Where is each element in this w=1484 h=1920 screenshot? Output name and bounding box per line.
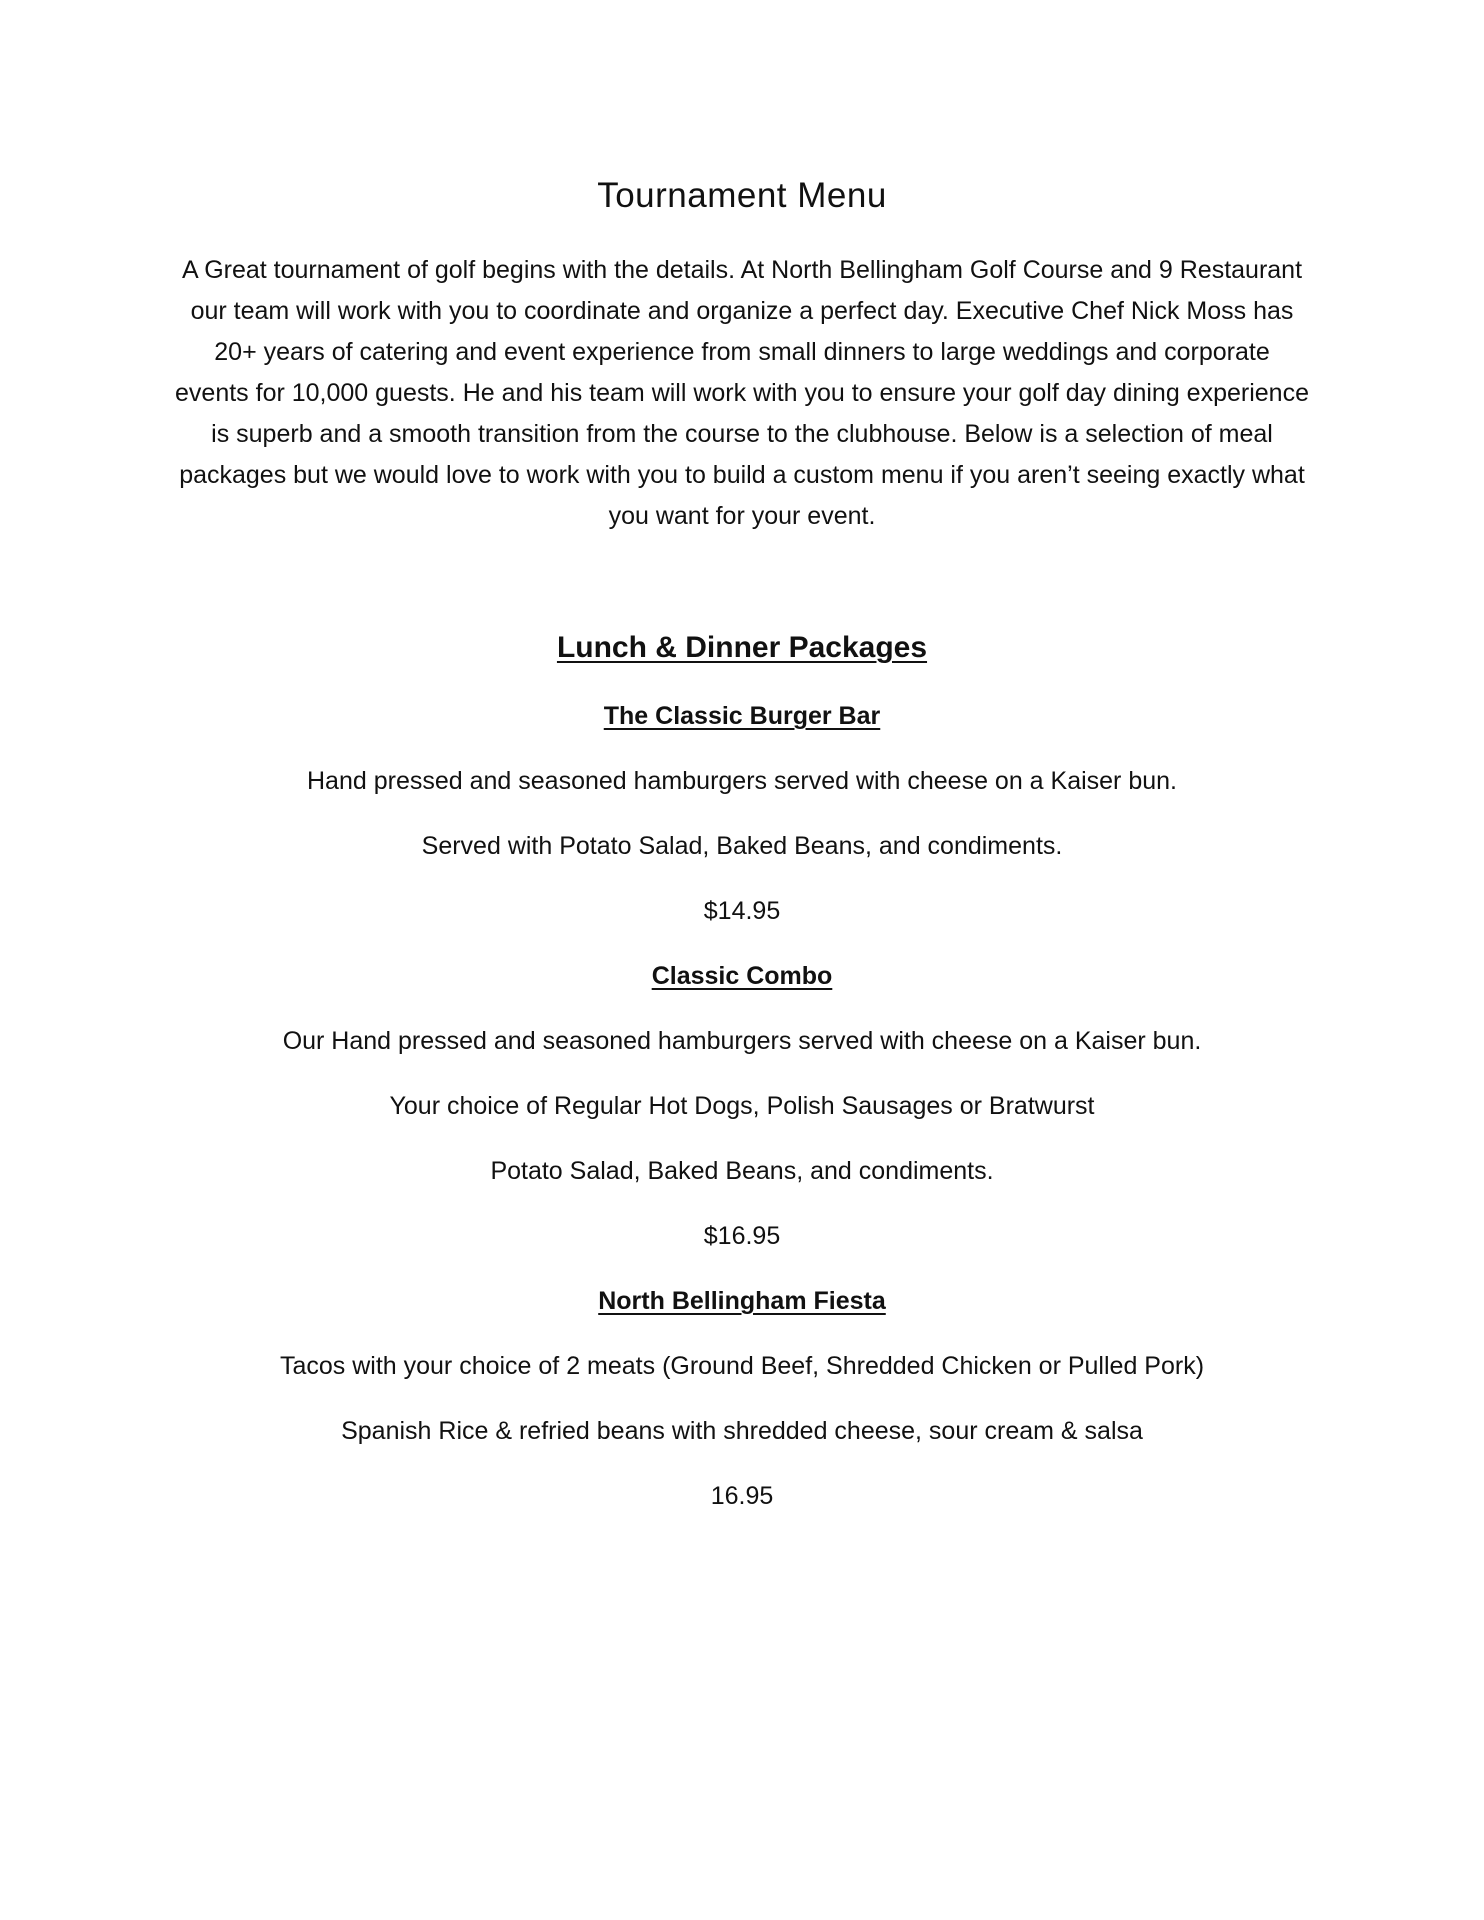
package-name: Classic Combo xyxy=(651,962,833,990)
package-description: Served with Potato Salad, Baked Beans, and condiments. xyxy=(421,832,1063,860)
package-description: Potato Salad, Baked Beans, and condiments. xyxy=(490,1157,994,1185)
package-description: Our Hand pressed and seasoned hamburgers served with cheese on a Kaiser bun. xyxy=(282,1027,1202,1055)
package-description: Your choice of Regular Hot Dogs, Polish Sausages or Bratwurst xyxy=(389,1092,1095,1120)
package-price: $14.95 xyxy=(703,897,781,925)
intro-paragraph: A Great tournament of golf begins with the details. At North Bellingham Golf Course and 9 Restaurant our team will work with you to coordinate and organize a perfect day. Executive Chef Nick Moss has 20+ years of catering and event experience from small dinners to large weddings and corporate events for 10,000 guests. He and his team will work with you to ensure your golf day dining experience is superb and a smooth transition from the course to the clubhouse. Below is a selection of meal packages but we would love to work with you to build a custom menu if you aren’t seeing exactly what you want for your event. xyxy=(175,256,1309,530)
package-description: Tacos with your choice of 2 meats (Ground Beef, Shredded Chicken or Pulled Pork) xyxy=(279,1352,1205,1380)
package-description: Hand pressed and seasoned hamburgers served with cheese on a Kaiser bun. xyxy=(307,767,1177,795)
package-name: The Classic Burger Bar xyxy=(603,702,881,730)
package-price: $16.95 xyxy=(703,1222,781,1250)
package-price: 16.95 xyxy=(710,1482,774,1510)
page-title: Tournament Menu xyxy=(597,176,887,215)
package-name: North Bellingham Fiesta xyxy=(598,1287,886,1315)
section-heading: Lunch & Dinner Packages xyxy=(556,631,928,664)
package-list xyxy=(0,700,1484,1545)
package-description: Spanish Rice & refried beans with shredded cheese, sour cream & salsa xyxy=(341,1417,1143,1445)
